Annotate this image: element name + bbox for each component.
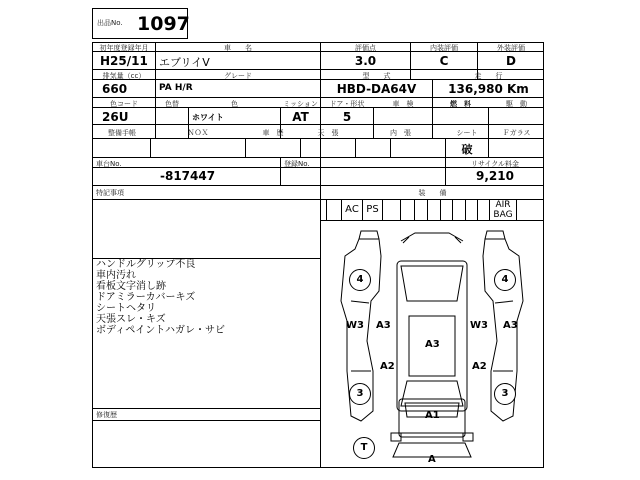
first-registration-label: 初年度登録年月 — [99, 44, 149, 52]
tire-front-left: 4 — [349, 269, 371, 291]
seat-value: 破 — [461, 143, 473, 156]
lot-number: 1097 — [137, 13, 190, 35]
mileage-value: 136,980 Km — [448, 82, 529, 96]
service-book-label: 整備手帳 — [108, 129, 136, 137]
interior-score-value: C — [439, 54, 449, 68]
score-label: 評価点 — [355, 44, 376, 52]
car-name-value: エブリイV — [159, 56, 210, 69]
damage-rear-center: A1 — [425, 410, 440, 421]
doors-label: ドア・形状 — [329, 100, 365, 108]
drive-label: 駆 動 — [506, 100, 527, 108]
lot-number-label: 出品No. — [97, 19, 123, 27]
color-value: ホワイト — [192, 113, 224, 122]
note-line: 天張スレ・キズ — [96, 314, 166, 325]
tire-rear-left: 3 — [349, 383, 371, 405]
damage-left-upper: A3 — [376, 320, 391, 331]
color-label: 色 — [231, 100, 238, 108]
grade-value: PA H/R — [159, 83, 193, 93]
mileage-label: 走 行 — [474, 72, 503, 80]
chassis-value: -817447 — [160, 169, 216, 183]
equip-airbag: AIR BAG — [493, 200, 513, 220]
damage-right-windshield: W3 — [470, 320, 488, 331]
mission-value: AT — [292, 110, 309, 124]
fuel-label: 燃 料 — [450, 100, 471, 108]
score-value: 3.0 — [354, 54, 377, 68]
note-line: 看板文字消し跡 — [96, 281, 166, 292]
seat-label: シート — [456, 129, 478, 137]
car-name-label: 車 名 — [224, 44, 252, 52]
lot-number-box — [92, 8, 188, 39]
first-registration-value: H25/11 — [100, 54, 148, 68]
repair-history-label: 修復歴 — [96, 411, 117, 419]
nox-label: ＮＯＸ — [187, 129, 209, 137]
damage-right-lower: A2 — [472, 361, 487, 372]
inspection-label: 車 検 — [392, 100, 414, 108]
color-code-label: 色コード — [110, 100, 138, 108]
model-code-label: 型 式 — [362, 72, 391, 80]
history-label: 車 歴 — [262, 129, 284, 137]
note-line: シートヘタリ — [96, 303, 156, 314]
model-code-value: HBD-DA64V — [336, 82, 417, 96]
interior-trim-label: 内 張 — [390, 129, 411, 137]
damage-left-windshield: W3 — [346, 320, 364, 331]
doors-value: 5 — [342, 110, 352, 124]
color-code-value: 26U — [102, 110, 129, 124]
damage-left-lower: A2 — [380, 361, 395, 372]
recycle-fee-value: 9,210 — [476, 169, 514, 183]
equip-ac: AC — [345, 204, 359, 215]
mission-label: ミッション — [283, 100, 318, 108]
damage-center: A3 — [425, 339, 440, 350]
tire-front-right: 4 — [494, 269, 516, 291]
damage-right-outer: A3 — [503, 320, 518, 331]
displacement-value: 660 — [102, 82, 128, 96]
exterior-score-label: 外装評価 — [497, 44, 525, 52]
repaint-label: 色替 — [165, 100, 179, 108]
registration-label: 登録No. — [284, 160, 310, 168]
exterior-score-value: D — [506, 54, 516, 68]
displacement-label: 排気量（cc） — [102, 72, 146, 80]
note-line: ボディペイントハガレ・サビ — [96, 325, 225, 336]
tire-rear-right: 3 — [494, 383, 516, 405]
equipment-label: 装 備 — [418, 189, 447, 197]
equip-ps: PS — [366, 204, 379, 215]
notes-label: 特記事項 — [96, 189, 124, 197]
damage-bottom: A — [428, 454, 436, 465]
tire-spare: T — [353, 437, 375, 459]
note-line: 車内汚れ — [96, 270, 136, 281]
grade-label: グレード — [224, 72, 252, 80]
chassis-label: 車台No. — [96, 160, 122, 168]
interior-score-label: 内装評価 — [430, 44, 458, 52]
note-line: ハンドルグリップ不良 — [96, 259, 196, 270]
front-glass-label: Ｆガラス — [502, 129, 531, 137]
recycle-fee-label: リサイクル料金 — [470, 160, 520, 168]
notes-list — [96, 259, 225, 336]
headliner-label: 天 張 — [317, 129, 339, 137]
note-line: ドアミラーカバーキズ — [96, 292, 196, 303]
